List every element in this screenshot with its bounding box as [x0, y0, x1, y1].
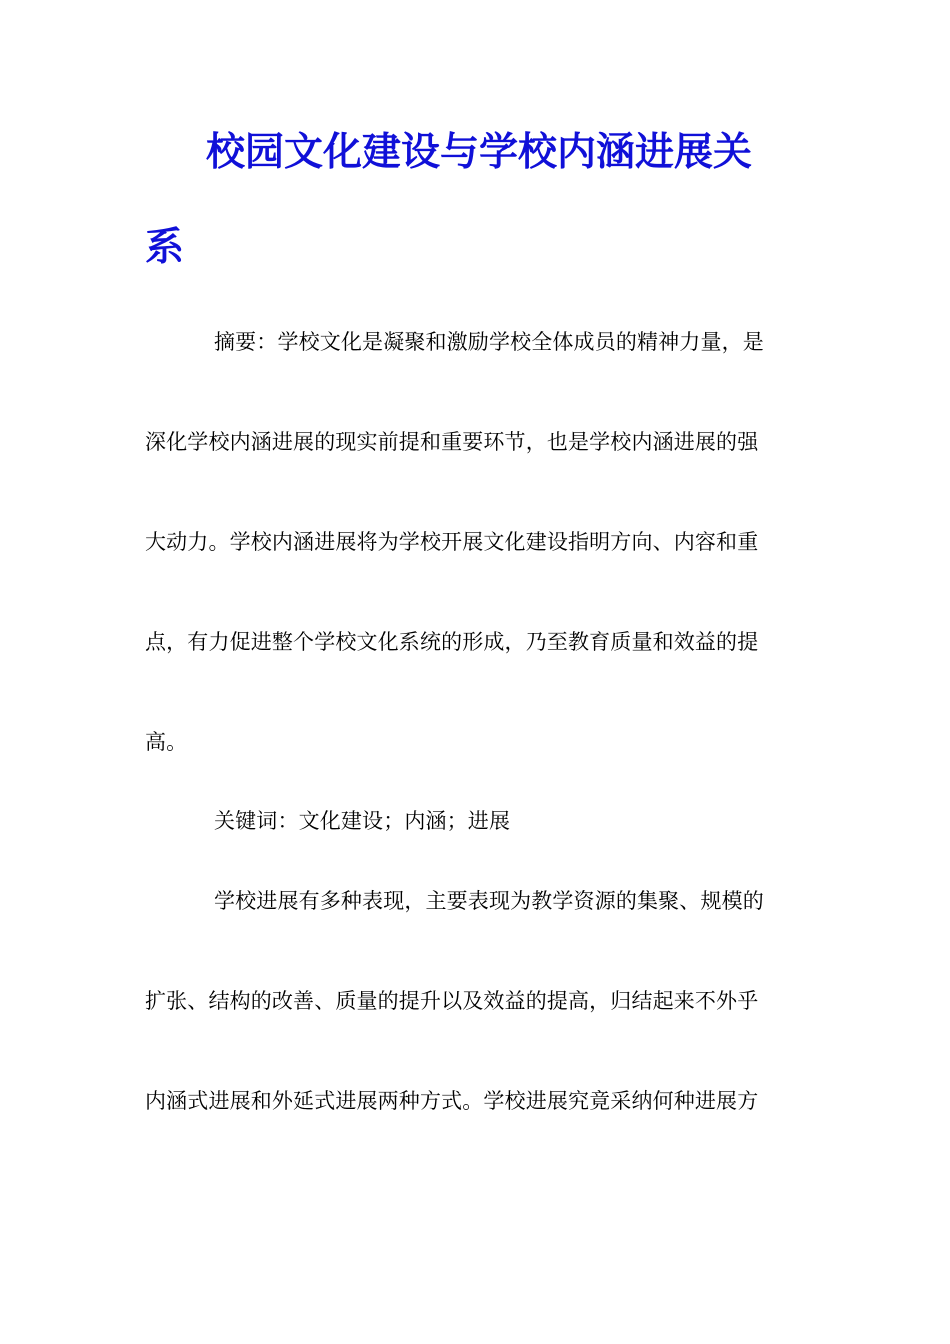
body-line-2: 扩张、结构的改善、质量的提升以及效益的提高，归结起来不外乎 — [145, 989, 759, 1013]
keywords-line: 关键词：文化建设；内涵；进展 — [214, 809, 511, 833]
abstract-line-4: 点，有力促进整个学校文化系统的形成，乃至教育质量和效益的提 — [145, 630, 759, 654]
abstract-line-2: 深化学校内涵进展的现实前提和重要环节，也是学校内涵进展的强 — [145, 430, 759, 454]
document-title-line-2: 系 — [145, 224, 185, 270]
body-line-3: 内涵式进展和外延式进展两种方式。学校进展究竟采纳何种进展方 — [145, 1089, 759, 1113]
abstract-line-1: 摘要：学校文化是凝聚和激励学校全体成员的精神力量，是 — [214, 330, 764, 354]
abstract-line-3: 大动力。学校内涵进展将为学校开展文化建设指明方向、内容和重 — [145, 530, 759, 554]
document-title-line-1: 校园文化建设与学校内涵进展关 — [206, 129, 753, 175]
body-line-1: 学校进展有多种表现，主要表现为教学资源的集聚、规模的 — [214, 889, 764, 913]
abstract-line-5: 高。 — [145, 730, 188, 754]
